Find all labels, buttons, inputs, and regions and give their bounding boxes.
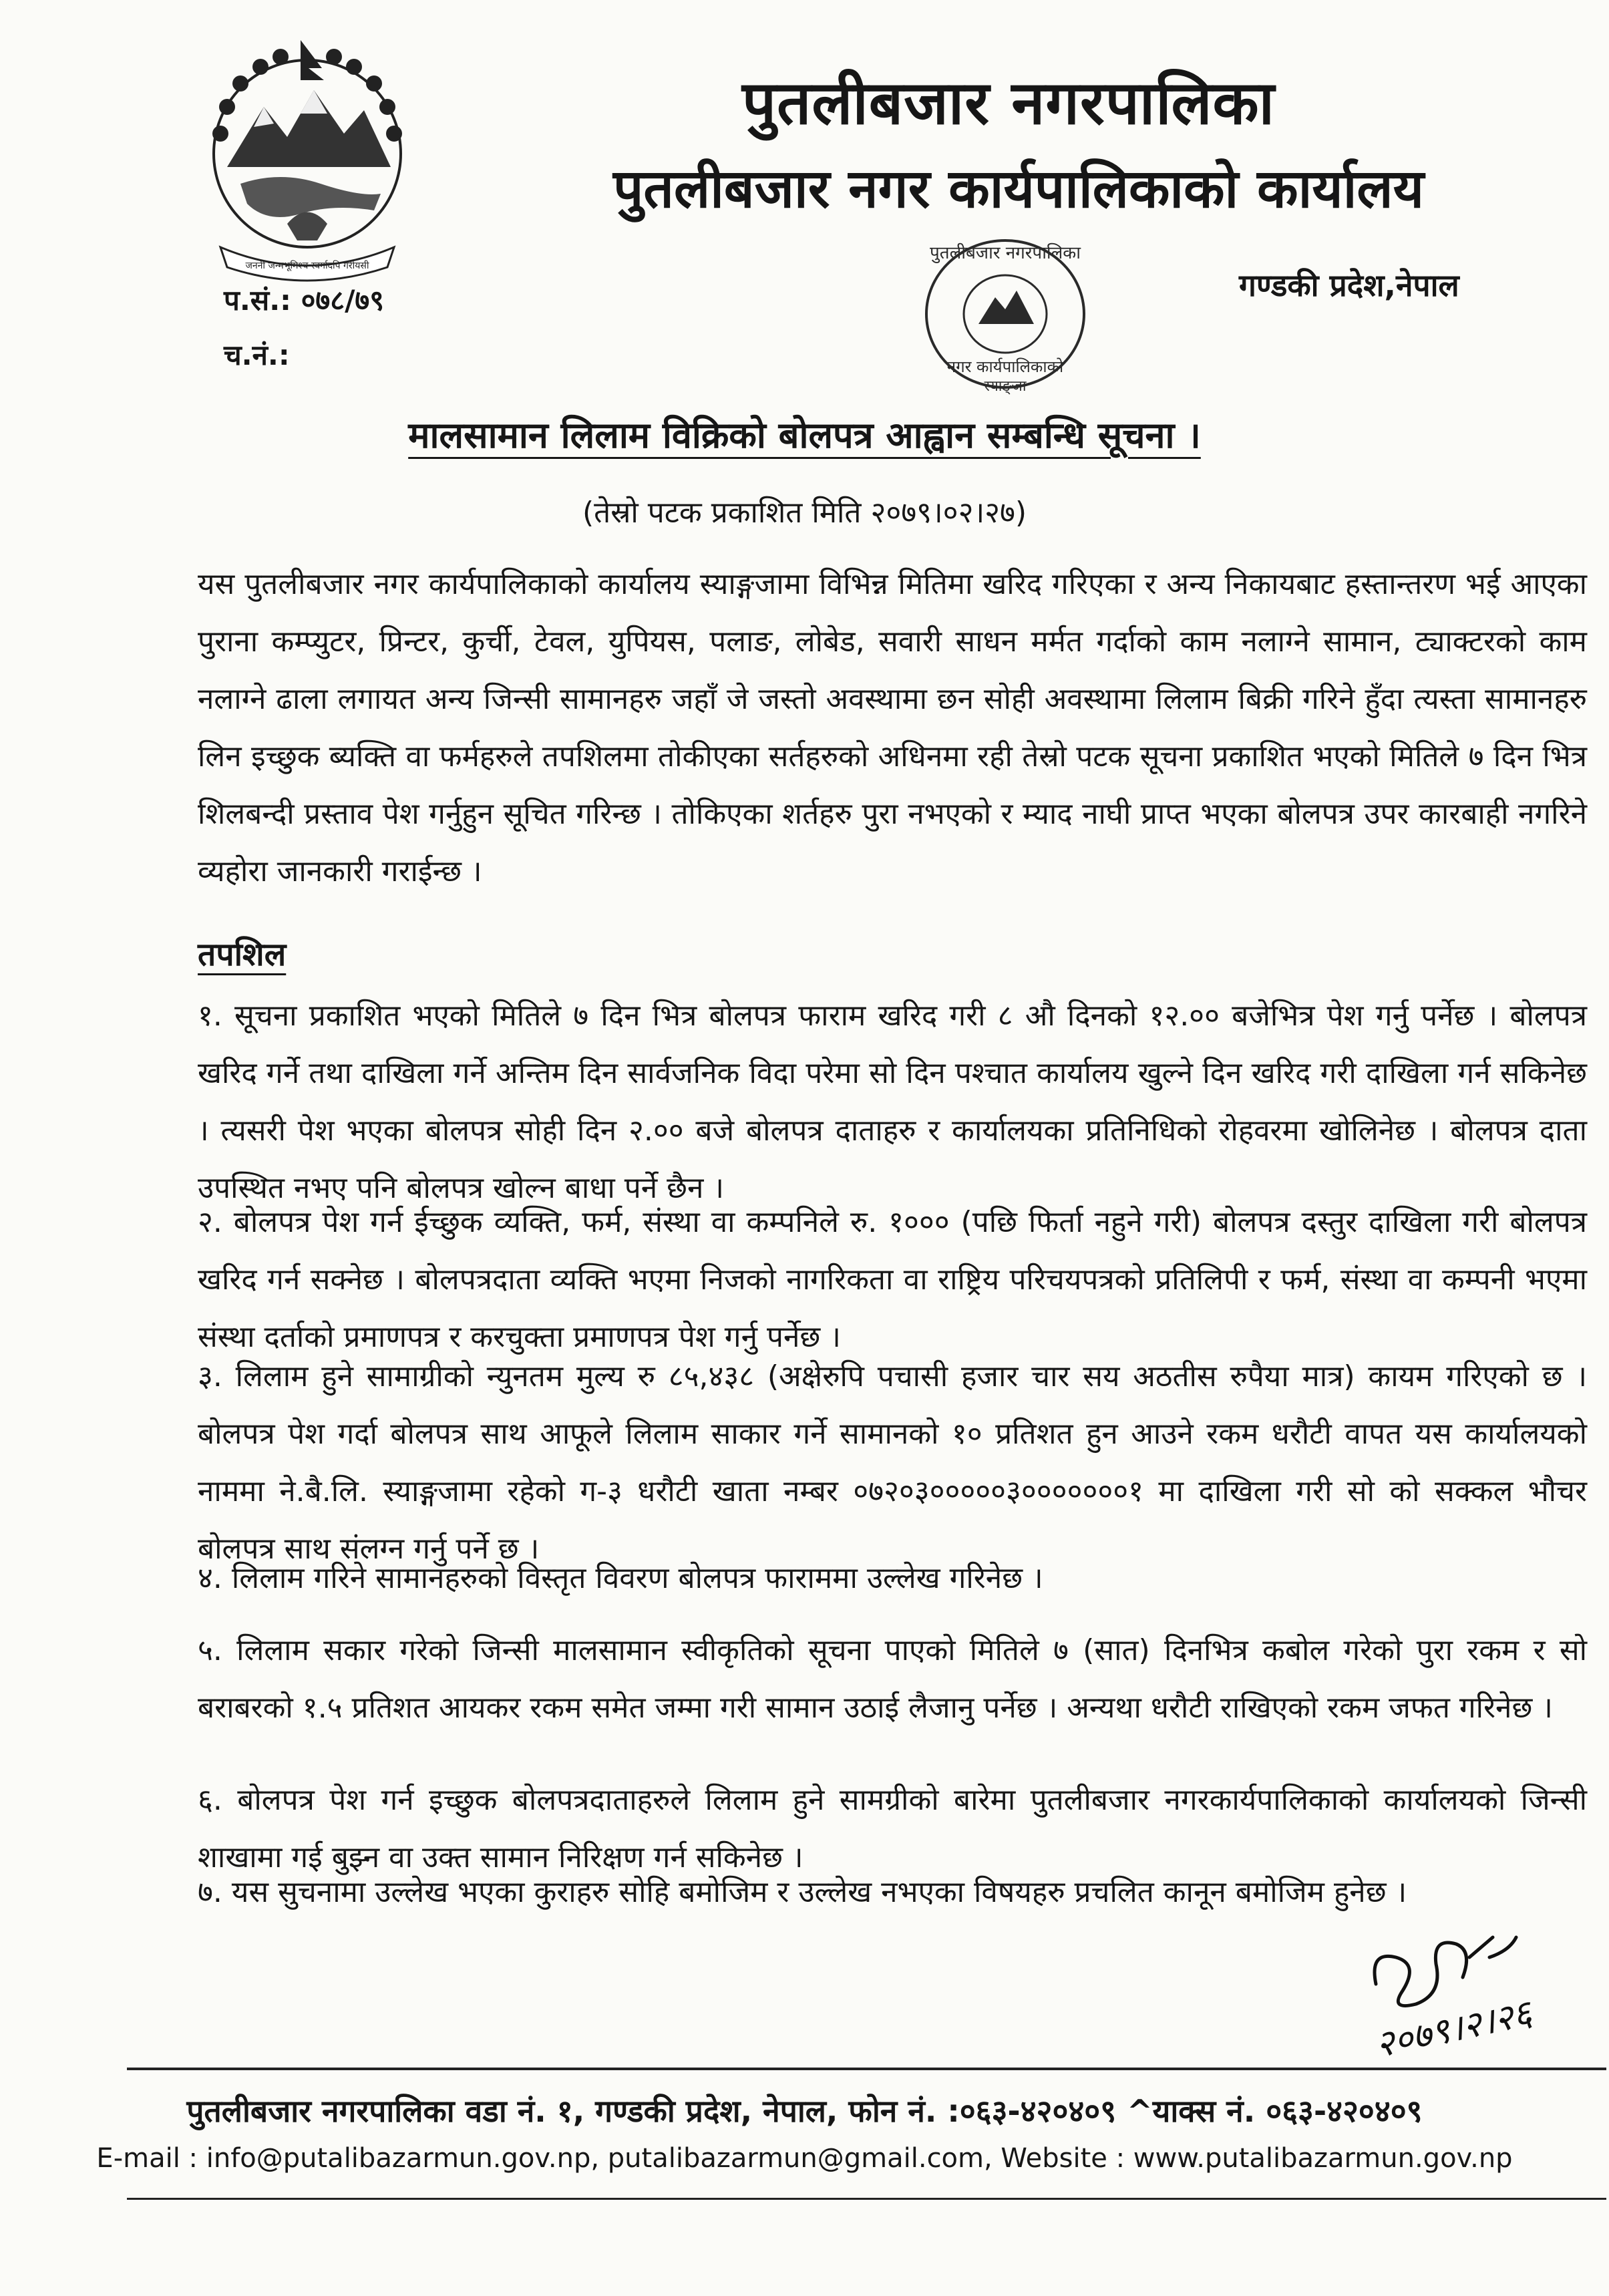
- clause-2: २. बोलपत्र पेश गर्न ईच्छुक व्यक्ति, फर्म, संस्था वा कम्पनिले रु. १००० (पछि फिर्ता नहुने गरी) बोलपत्र दस्तुर दाखिला गरी बोलपत्र खरिद गर्न सक्नेछ । बोलपत्रदाता व्यक्ति भएमा निजको नागरिकता वा राष्ट्रिय परिचयपत्रको प्रतिलिपी र फर्म, संस्था वा कम्पनी भएमा संस्था दर्ताको प्रमाणपत्र र करचुक्ता प्रमाणपत्र पेश गर्नु पर्नेछ ।: [198, 1205, 1587, 1354]
- footer-divider: [127, 2068, 1606, 2070]
- office-seal-stamp: [915, 224, 1095, 397]
- reference-number: प.सं.: ०७८/७९: [224, 284, 385, 317]
- notice-title: [0, 409, 1609, 458]
- footer-address: पुतलीबजार नगरपालिका वडा नं. १, गण्डकी प्रदेश, नेपाल, फोन नं. :०६३-४२०४०९ ^याक्स नं. ०६३-४२०४०९: [186, 2093, 1423, 2129]
- signature-date: २०७९।२।२६: [1371, 1991, 1536, 2066]
- clause-4: ४. लिलाम गरिने सामानहरुको विस्तृत विवरण बोलपत्र फाराममा उल्लेख गरिनेछ ।: [198, 1561, 1043, 1595]
- office-name: पुतलीबजार नगर कार्यपालिकाको कार्यालय: [612, 158, 1425, 220]
- clause-6: ६. बोलपत्र पेश गर्न इच्छुक बोलपत्रदाताहरुले लिलाम हुने सामग्रीको बारेमा पुतलीबजार नगरकार्यपालिकाको कार्यालयको जिन्सी शाखामा गई बुझ्न वा उक्त सामान निरिक्षण गर्न सकिनेछ ।: [198, 1783, 1587, 1874]
- clause-5: ५. लिलाम सकार गरेको जिन्सी मालसामान स्वीकृतिको सूचना पाएको मितिले ७ (सात) दिनभित्र कबोल गरेको पुरा रकम र सो बराबरको १.५ प्रतिशत आयकर रकम समेत जम्मा गरी सामान उठाई लैजानु पर्नेछ । अन्यथा धरौटी राखिएको रकम जफत गरिनेछ ।: [198, 1633, 1587, 1725]
- municipality-name: पुतलीबजार नगरपालिका: [742, 68, 1275, 138]
- seal-text-bottom: स्याङ्जा: [984, 378, 1027, 395]
- publish-date-line: (तेस्रो पटक प्रकाशित मिति २०७९।०२।२७): [582, 496, 1027, 530]
- nepal-emblem-icon: [200, 27, 414, 287]
- clause-1: १. सूचना प्रकाशित भएको मितिले ७ दिन भित्र बोलपत्र फाराम खरिद गरी ८ औ दिनको १२.०० बजेभित्र पेश गर्नु पर्नेछ । बोलपत्र खरिद गर्ने तथा दाखिला गर्ने अन्तिम दिन सार्वजनिक विदा परेमा सो दिन पश्चात कार्यालय खुल्ने दिन खरिद गरी दाखिला गर्न सकिनेछ । त्यसरी पेश भएका बोलपत्र सोही दिन २.०० बजे बोलपत्र दाताहरु र कार्यालयका प्रतिनिधिको रोहवरमा खोलिनेछ । बोलपत्र दाता उपस्थित नभए पनि बोलपत्र खोल्न बाधा पर्ने छैन ।: [198, 999, 1587, 1205]
- clause-7: ७. यस सुचनामा उल्लेख भएका कुराहरु सोहि बमोजिम र उल्लेख नभएका विषयहरु प्रचलित कानून बमोजिम हुनेछ ।: [198, 1875, 1407, 1909]
- handwritten-signature: [1356, 1924, 1556, 2071]
- footer-contact: E-mail : info@putalibazarmun.gov.np, putalibazarmun@gmail.com, Website : www.putalibazarmun.gov.np: [96, 2143, 1513, 2174]
- province-label: गण्डकी प्रदेश,नेपाल: [1239, 267, 1459, 303]
- footer-divider-bottom: [127, 2198, 1606, 2200]
- seal-text-top: पुतलीबजार नगरपालिका: [930, 243, 1081, 263]
- intro-paragraph: यस पुतलीबजार नगर कार्यपालिकाको कार्यालय स्याङ्गजामा विभिन्न मितिमा खरिद गरिएका र अन्य निकायबाट हस्तान्तरण भई आएका पुराना कम्प्युटर, प्रिन्टर, कुर्ची, टेवल, युपियस, पलाङ, लोबेड, सवारी साधन मर्मत गर्दाको काम नलाग्ने सामान, ट्याक्टरको काम नलाग्ने ढाला लगायत अन्य जिन्सी सामानहरु जहाँ जे जस्तो अवस्थामा छन सोही अवस्थामा लिलाम बिक्री गरिने हुँदा त्यस्ता सामानहरु लिन इच्छुक ब्यक्ति वा फर्महरुले तपशिलमा तोकीएका सर्तहरुको अधिनमा रही तेस्रो पटक सूचना प्रकाशित भएको मितिले ७ दिन भित्र शिलबन्दी प्रस्ताव पेश गर्नुहुन सूचित गरिन्छ । तोकिएका शर्तहरु पुरा नभएको र म्याद नाघी प्राप्त भएका बोलपत्र उपर कारबाही नगरिने व्यहोरा जानकारी गराईन्छ ।: [198, 567, 1587, 888]
- notice-title-text: मालसामान लिलाम विक्रिको बोलपत्र आह्वान सम्बन्धि सूचना ।: [408, 414, 1201, 456]
- dispatch-number: च.नं.:: [224, 339, 290, 371]
- clause-3: ३. लिलाम हुने सामाग्रीको न्युनतम मुल्य रु ८५,४३८ (अक्षेरुपि पचासी हजार चार सय अठतीस रुपैया मात्र) कायम गरिएको छ । बोलपत्र पेश गर्दा बोलपत्र साथ आफूले लिलाम साकार गर्ने सामानको १० प्रतिशत हुन आउने रकम धरौटी वापत यस कार्यालयको नाममा ने.बै.लि. स्याङ्गजामा रहेको ग-३ धरौटी खाता नम्बर ०७२०३०००००३०००००००१ मा दाखिला गरी सो को सक्कल भौचर बोलपत्र साथ संलग्न गर्नु पर्ने छ ।: [198, 1359, 1587, 1566]
- seal-text-mid: नगर कार्यपालिकाको: [946, 357, 1064, 376]
- schedule-heading: तपशिल: [198, 936, 287, 973]
- emblem-motto: जननी जन्मभूमिश्च स्वर्गादपि गरीयसी: [245, 261, 369, 271]
